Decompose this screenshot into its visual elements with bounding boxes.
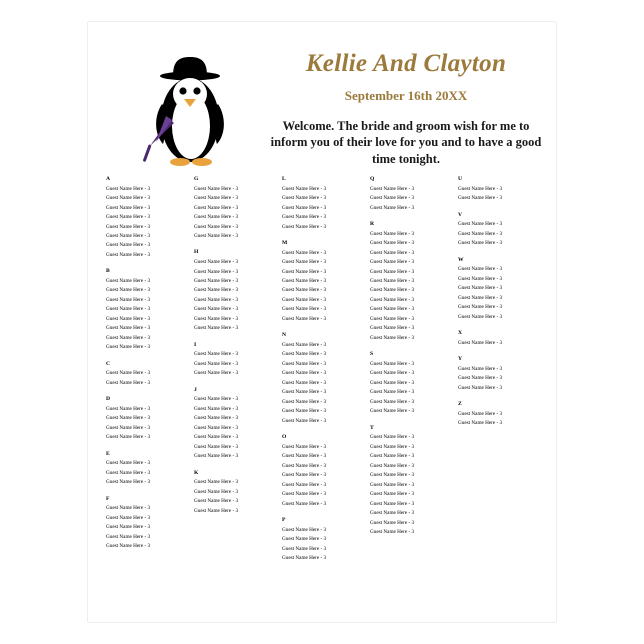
guest-entry: Guest Name Here - 3 <box>282 249 327 256</box>
group-letter: W <box>458 256 464 263</box>
guest-entry: Guest Name Here - 3 <box>370 296 415 303</box>
guest-entry: Guest Name Here - 3 <box>370 195 415 202</box>
group-letter: V <box>458 211 463 218</box>
letter-group <box>194 174 282 241</box>
guest-entry: Guest Name Here - 3 <box>106 460 151 467</box>
guest-entry: Guest Name Here - 3 <box>106 278 151 284</box>
letter-group <box>282 238 370 324</box>
guest-column <box>458 174 546 570</box>
guest-entry: Guest Name Here - 3 <box>282 443 327 450</box>
guest-entry: Guest Name Here - 3 <box>282 555 327 562</box>
guest-entry: Guest Name Here - 3 <box>282 306 327 313</box>
guest-entry: Guest Name Here - 3 <box>282 360 327 367</box>
guest-entry: Guest Name Here - 3 <box>106 370 151 377</box>
guest-entry: Guest Name Here - 3 <box>194 351 239 358</box>
guest-entry: Guest Name Here - 3 <box>458 285 503 292</box>
guest-entry: Guest Name Here - 3 <box>194 370 239 377</box>
group-letter: L <box>282 176 286 182</box>
guest-entry: Guest Name Here - 3 <box>194 315 239 322</box>
guest-entry: Guest Name Here - 3 <box>370 230 415 237</box>
guest-entry: Guest Name Here - 3 <box>282 379 327 386</box>
guest-entry: Guest Name Here - 3 <box>106 434 151 441</box>
guest-entry: Guest Name Here - 3 <box>106 185 151 192</box>
guest-entry: Guest Name Here - 3 <box>370 240 415 247</box>
page-title: Kellie And Clayton <box>305 50 507 77</box>
letter-group <box>282 515 370 564</box>
guest-entry: Guest Name Here - 3 <box>106 242 151 249</box>
letter-group <box>106 174 194 260</box>
letter-group <box>106 359 194 389</box>
guest-entry: Guest Name Here - 3 <box>370 360 415 367</box>
letter-group <box>370 349 458 416</box>
header-text-block <box>266 50 546 168</box>
guest-entry: Guest Name Here - 3 <box>106 469 151 476</box>
guest-entry: Guest Name Here - 3 <box>458 240 503 247</box>
group-letter: A <box>106 176 111 182</box>
guest-entry: Guest Name Here - 3 <box>106 223 151 230</box>
guest-entry: Guest Name Here - 3 <box>370 510 415 517</box>
group-letter: T <box>370 424 374 431</box>
letter-group <box>458 174 546 204</box>
group-letter: Z <box>458 401 462 408</box>
guest-entry: Guest Name Here - 3 <box>458 375 503 382</box>
guest-entry: Guest Name Here - 3 <box>458 275 503 282</box>
guest-column <box>370 174 458 570</box>
guest-entry: Guest Name Here - 3 <box>106 306 151 313</box>
guest-entry: Guest Name Here - 3 <box>458 304 503 311</box>
guest-entry: Guest Name Here - 3 <box>194 232 239 239</box>
letter-group <box>106 266 194 352</box>
group-letter: B <box>106 268 110 275</box>
group-letter: O <box>282 434 287 441</box>
guest-entry: Guest Name Here - 3 <box>282 545 327 552</box>
guest-entry: Guest Name Here - 3 <box>106 524 151 531</box>
guest-entry: Guest Name Here - 3 <box>458 230 503 237</box>
guest-entry: Guest Name Here - 3 <box>194 443 239 450</box>
penguin-in-bowler-hat-with-umbrella-icon <box>136 56 246 174</box>
guest-entry: Guest Name Here - 3 <box>282 341 327 348</box>
wedding-seating-poster <box>88 22 556 622</box>
guest-entry: Guest Name Here - 3 <box>194 204 239 211</box>
guest-entry: Guest Name Here - 3 <box>370 389 415 396</box>
guest-entry: Guest Name Here - 3 <box>106 214 151 221</box>
guest-entry: Guest Name Here - 3 <box>370 334 415 341</box>
guest-entry: Guest Name Here - 3 <box>194 259 239 266</box>
poster-header <box>88 22 556 172</box>
letter-group <box>458 210 546 249</box>
letter-group <box>194 247 282 333</box>
guest-entry: Guest Name Here - 3 <box>370 500 415 507</box>
guest-entry: Guest Name Here - 3 <box>282 500 327 507</box>
guest-entry: Guest Name Here - 3 <box>282 278 327 284</box>
guest-entry: Guest Name Here - 3 <box>194 453 239 460</box>
guest-entry: Guest Name Here - 3 <box>194 223 239 230</box>
guest-entry: Guest Name Here - 3 <box>106 315 151 322</box>
guest-entry: Guest Name Here - 3 <box>282 472 327 479</box>
letter-group <box>282 174 370 232</box>
guest-entry: Guest Name Here - 3 <box>370 519 415 526</box>
guest-entry: Guest Name Here - 3 <box>106 251 151 258</box>
guest-entry: Guest Name Here - 3 <box>106 195 151 202</box>
guest-entry: Guest Name Here - 3 <box>106 204 151 211</box>
guest-entry: Guest Name Here - 3 <box>194 405 239 412</box>
guest-entry: Guest Name Here - 3 <box>458 313 503 320</box>
guest-entry: Guest Name Here - 3 <box>194 214 239 221</box>
guest-entry: Guest Name Here - 3 <box>106 325 151 332</box>
guest-entry: Guest Name Here - 3 <box>282 417 327 424</box>
guest-entry: Guest Name Here - 3 <box>458 410 503 417</box>
guest-entry: Guest Name Here - 3 <box>194 507 239 514</box>
guest-entry: Guest Name Here - 3 <box>282 389 327 396</box>
guest-entry: Guest Name Here - 3 <box>282 408 327 415</box>
guest-entry: Guest Name Here - 3 <box>194 306 239 313</box>
guest-entry: Guest Name Here - 3 <box>370 491 415 498</box>
guest-entry: Guest Name Here - 3 <box>370 315 415 322</box>
wedding-date: September 16th 20XX <box>344 87 468 103</box>
guest-entry: Guest Name Here - 3 <box>282 398 327 405</box>
guest-entry: Guest Name Here - 3 <box>370 306 415 313</box>
guest-entry: Guest Name Here - 3 <box>458 195 503 202</box>
group-letter: G <box>194 176 199 182</box>
guest-entry: Guest Name Here - 3 <box>106 232 151 239</box>
guest-column <box>106 174 194 570</box>
letter-group <box>106 449 194 488</box>
guest-entry: Guest Name Here - 3 <box>282 185 327 192</box>
group-letter: J <box>194 386 197 393</box>
guest-entry: Guest Name Here - 3 <box>282 536 327 543</box>
guest-entry: Guest Name Here - 3 <box>282 481 327 488</box>
guest-entry: Guest Name Here - 3 <box>458 420 503 427</box>
guest-entry: Guest Name Here - 3 <box>106 415 151 422</box>
group-letter: S <box>370 351 374 358</box>
guest-entry: Guest Name Here - 3 <box>282 370 327 377</box>
letter-group <box>194 468 282 517</box>
guest-column <box>282 174 370 570</box>
guest-entry: Guest Name Here - 3 <box>370 370 415 377</box>
group-letter: N <box>282 332 287 339</box>
guest-entry: Guest Name Here - 3 <box>370 278 415 284</box>
group-letter: D <box>106 396 111 403</box>
guest-entry: Guest Name Here - 3 <box>194 415 239 422</box>
letter-group <box>282 330 370 426</box>
guest-entry: Guest Name Here - 3 <box>194 278 239 284</box>
group-letter: Y <box>458 356 463 363</box>
group-letter: Q <box>370 176 375 182</box>
guest-entry: Guest Name Here - 3 <box>194 498 239 505</box>
guest-entry: Guest Name Here - 3 <box>194 424 239 431</box>
guest-entry: Guest Name Here - 3 <box>370 204 415 211</box>
guest-entry: Guest Name Here - 3 <box>282 204 327 211</box>
group-letter: F <box>106 495 110 502</box>
guest-entry: Guest Name Here - 3 <box>282 259 327 266</box>
guest-entry: Guest Name Here - 3 <box>282 223 327 230</box>
letter-group <box>106 494 194 552</box>
guest-entry: Guest Name Here - 3 <box>458 221 503 228</box>
group-letter: E <box>106 450 110 457</box>
guest-entry: Guest Name Here - 3 <box>458 294 503 301</box>
guest-entry: Guest Name Here - 3 <box>458 384 503 391</box>
guest-entry: Guest Name Here - 3 <box>194 479 239 486</box>
welcome-message: Welcome. The bride and groom wish for me to inform you of their love for you and to have a good time tonight. <box>270 118 542 167</box>
guest-entry: Guest Name Here - 3 <box>194 268 239 275</box>
letter-group <box>106 394 194 443</box>
guest-entry: Guest Name Here - 3 <box>370 434 415 441</box>
guest-entry: Guest Name Here - 3 <box>282 453 327 460</box>
letter-group <box>194 340 282 379</box>
guest-entry: Guest Name Here - 3 <box>194 185 239 192</box>
letter-group <box>282 432 370 509</box>
guest-entry: Guest Name Here - 3 <box>282 315 327 322</box>
group-letter: I <box>194 341 197 348</box>
guest-entry: Guest Name Here - 3 <box>106 334 151 341</box>
guest-entry: Guest Name Here - 3 <box>370 398 415 405</box>
guest-entry: Guest Name Here - 3 <box>458 185 503 192</box>
guest-entry: Guest Name Here - 3 <box>194 296 239 303</box>
letter-group <box>458 399 546 429</box>
guest-entry: Guest Name Here - 3 <box>370 529 415 536</box>
letter-group <box>458 354 546 393</box>
guest-entry: Guest Name Here - 3 <box>370 249 415 256</box>
guest-entry: Guest Name Here - 3 <box>370 259 415 266</box>
guest-entry: Guest Name Here - 3 <box>194 488 239 495</box>
guest-entry: Guest Name Here - 3 <box>370 408 415 415</box>
letter-group <box>194 385 282 462</box>
guest-entry: Guest Name Here - 3 <box>194 195 239 202</box>
guest-entry: Guest Name Here - 3 <box>370 379 415 386</box>
guest-entry: Guest Name Here - 3 <box>282 296 327 303</box>
guest-entry: Guest Name Here - 3 <box>458 339 503 346</box>
guest-entry: Guest Name Here - 3 <box>106 424 151 431</box>
guest-entry: Guest Name Here - 3 <box>282 195 327 202</box>
letter-group <box>370 174 458 213</box>
guest-entry: Guest Name Here - 3 <box>106 344 151 351</box>
letter-group <box>458 255 546 322</box>
guest-entry: Guest Name Here - 3 <box>106 405 151 412</box>
letter-group <box>458 328 546 348</box>
guest-entry: Guest Name Here - 3 <box>194 325 239 332</box>
guest-entry: Guest Name Here - 3 <box>106 505 151 512</box>
guest-list-columns <box>106 174 546 570</box>
guest-entry: Guest Name Here - 3 <box>370 325 415 332</box>
guest-entry: Guest Name Here - 3 <box>194 396 239 403</box>
group-letter: X <box>458 330 463 337</box>
guest-entry: Guest Name Here - 3 <box>106 287 151 294</box>
guest-entry: Guest Name Here - 3 <box>282 287 327 294</box>
guest-entry: Guest Name Here - 3 <box>458 365 503 372</box>
guest-entry: Guest Name Here - 3 <box>106 543 151 550</box>
guest-entry: Guest Name Here - 3 <box>194 287 239 294</box>
guest-entry: Guest Name Here - 3 <box>282 491 327 498</box>
group-letter: U <box>458 176 463 182</box>
guest-entry: Guest Name Here - 3 <box>282 351 327 358</box>
guest-entry: Guest Name Here - 3 <box>370 185 415 192</box>
guest-entry: Guest Name Here - 3 <box>370 443 415 450</box>
group-letter: R <box>370 221 375 228</box>
guest-entry: Guest Name Here - 3 <box>194 434 239 441</box>
guest-entry: Guest Name Here - 3 <box>106 296 151 303</box>
letter-group <box>370 219 458 343</box>
group-letter: C <box>106 360 111 367</box>
guest-entry: Guest Name Here - 3 <box>106 533 151 540</box>
guest-entry: Guest Name Here - 3 <box>370 462 415 469</box>
guest-entry: Guest Name Here - 3 <box>106 379 151 386</box>
guest-entry: Guest Name Here - 3 <box>106 514 151 521</box>
guest-entry: Guest Name Here - 3 <box>282 526 327 533</box>
guest-entry: Guest Name Here - 3 <box>370 472 415 479</box>
guest-entry: Guest Name Here - 3 <box>370 481 415 488</box>
group-letter: H <box>194 249 199 256</box>
guest-entry: Guest Name Here - 3 <box>370 287 415 294</box>
guest-entry: Guest Name Here - 3 <box>458 266 503 273</box>
guest-entry: Guest Name Here - 3 <box>370 268 415 275</box>
letter-group <box>370 423 458 538</box>
guest-column <box>194 174 282 570</box>
guest-entry: Guest Name Here - 3 <box>282 268 327 275</box>
guest-entry: Guest Name Here - 3 <box>370 453 415 460</box>
group-letter: M <box>282 239 288 246</box>
guest-entry: Guest Name Here - 3 <box>106 479 151 486</box>
guest-entry: Guest Name Here - 3 <box>282 214 327 221</box>
guest-entry: Guest Name Here - 3 <box>194 360 239 367</box>
guest-entry: Guest Name Here - 3 <box>282 462 327 469</box>
group-letter: P <box>282 517 286 524</box>
group-letter: K <box>194 469 199 476</box>
